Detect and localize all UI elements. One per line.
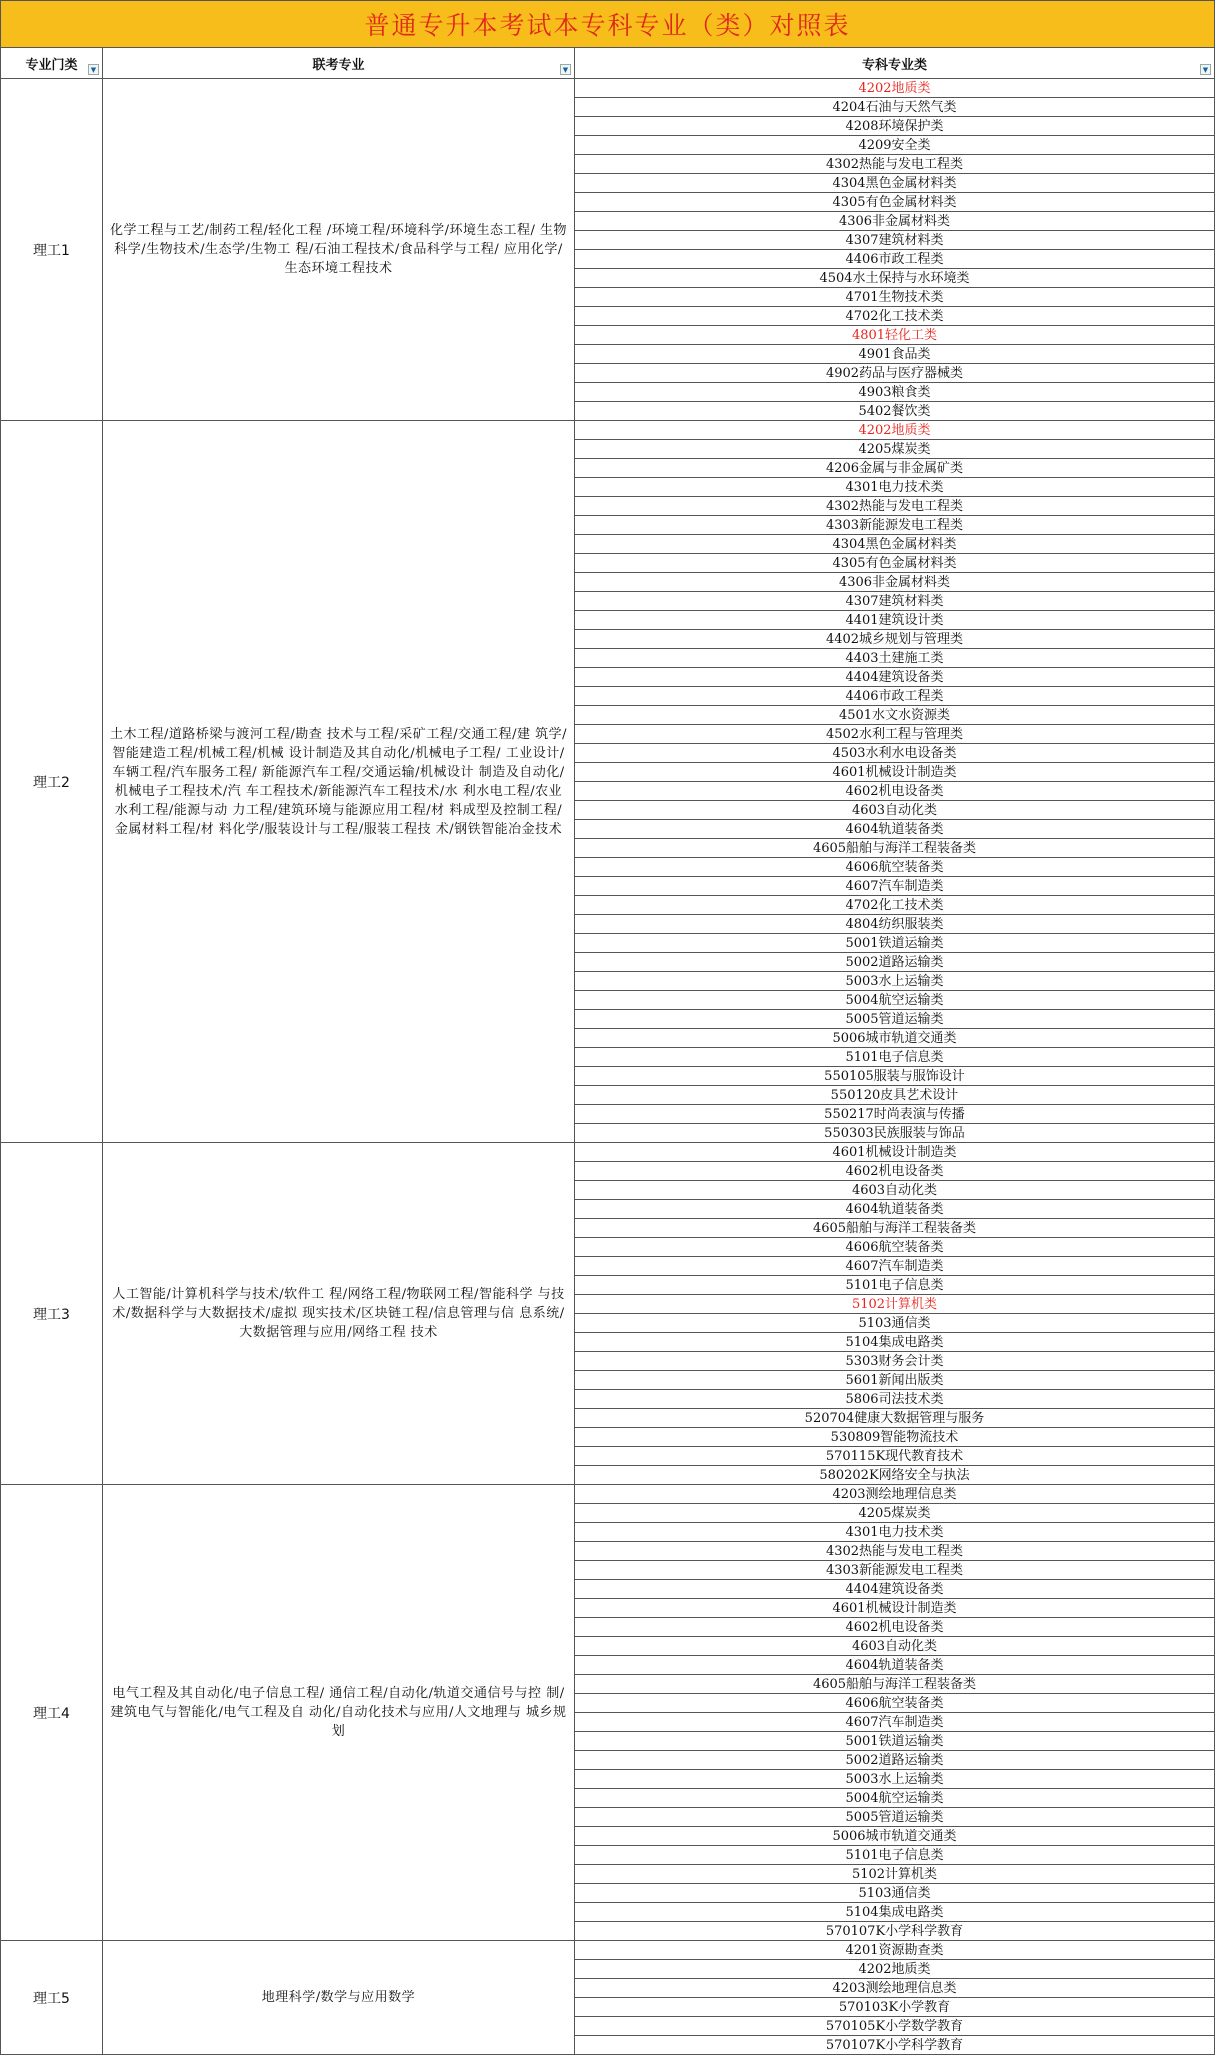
specialty-cell[interactable]: 570107K小学科学教育 (575, 1922, 1215, 1941)
specialty-cell[interactable]: 4204石油与天然气类 (575, 98, 1215, 117)
specialty-list (575, 79, 1215, 421)
specialty-cell[interactable]: 5003水上运输类 (575, 972, 1215, 991)
specialty-cell[interactable]: 4401建筑设计类 (575, 611, 1215, 630)
specialty-cell[interactable]: 4606航空装备类 (575, 1238, 1215, 1257)
majors-cell[interactable] (103, 1143, 575, 1485)
specialty-cell[interactable]: 4503水利水电设备类 (575, 744, 1215, 763)
specialty-list (575, 1485, 1215, 1941)
specialty-cell[interactable]: 5002道路运输类 (575, 953, 1215, 972)
specialty-cell[interactable]: 4602机电设备类 (575, 1162, 1215, 1181)
specialty-cell[interactable]: 4302热能与发电工程类 (575, 155, 1215, 174)
specialty-cell[interactable]: 4201资源勘查类 (575, 1941, 1215, 1960)
specialty-cell[interactable]: 5103通信类 (575, 1884, 1215, 1903)
column-header-category[interactable] (0, 48, 103, 79)
specialty-cell[interactable]: 4406市政工程类 (575, 250, 1215, 269)
majors-cell[interactable] (103, 421, 575, 1143)
category-label: 理工3 (33, 1306, 70, 1323)
specialty-cell[interactable]: 4602机电设备类 (575, 1618, 1215, 1637)
specialty-cell[interactable]: 5004航空运输类 (575, 991, 1215, 1010)
specialty-cell[interactable]: 4305有色金属材料类 (575, 554, 1215, 573)
category-label: 理工2 (33, 774, 70, 791)
specialty-cell[interactable]: 5006城市轨道交通类 (575, 1827, 1215, 1846)
specialty-cell[interactable]: 4504水土保持与水环境类 (575, 269, 1215, 288)
specialty-cell[interactable]: 4804纺织服装类 (575, 915, 1215, 934)
specialty-cell[interactable]: 4701生物技术类 (575, 288, 1215, 307)
specialty-cell[interactable]: 5005管道运输类 (575, 1010, 1215, 1029)
specialty-cell[interactable]: 4604轨道装备类 (575, 820, 1215, 839)
majors-text: 地理科学/数学与应用数学 (261, 1990, 416, 2005)
specialty-cell[interactable]: 5101电子信息类 (575, 1846, 1215, 1865)
specialty-cell[interactable]: 580202K网络安全与执法 (575, 1466, 1215, 1485)
specialty-list (575, 1941, 1215, 2055)
specialty-cell[interactable]: 5004航空运输类 (575, 1789, 1215, 1808)
specialty-cell[interactable]: 4406市政工程类 (575, 687, 1215, 706)
filter-dropdown-icon[interactable]: ▼ (88, 64, 99, 75)
filter-dropdown-icon[interactable]: ▼ (1200, 64, 1211, 75)
specialty-cell[interactable]: 4602机电设备类 (575, 782, 1215, 801)
specialty-cell[interactable]: 4202地质类 (575, 421, 1215, 440)
specialty-cell[interactable]: 4302热能与发电工程类 (575, 1542, 1215, 1561)
specialty-cell[interactable]: 550217时尚表演与传播 (575, 1105, 1215, 1124)
specialty-cell[interactable]: 4601机械设计制造类 (575, 1143, 1215, 1162)
column-header-specialties[interactable] (575, 48, 1215, 79)
specialty-cell[interactable]: 5005管道运输类 (575, 1808, 1215, 1827)
specialty-cell[interactable]: 4205煤炭类 (575, 440, 1215, 459)
specialty-cell[interactable]: 4502水利工程与管理类 (575, 725, 1215, 744)
specialty-cell[interactable]: 4605船舶与海洋工程装备类 (575, 1219, 1215, 1238)
specialty-cell[interactable]: 5003水上运输类 (575, 1770, 1215, 1789)
specialty-cell[interactable]: 4307建筑材料类 (575, 592, 1215, 611)
majors-text: 电气工程及其自动化/电子信息工程/ 通信工程/自动化/轨道交通信号与控 制/建筑电气与智能化/电气工程及自 动化/自动化技术与应用/人文地理与 城乡规划 (110, 1686, 567, 1739)
specialty-cell[interactable]: 570103K小学教育 (575, 1998, 1215, 2017)
specialty-list (575, 1143, 1215, 1485)
specialty-cell[interactable]: 4605船舶与海洋工程装备类 (575, 839, 1215, 858)
specialty-cell[interactable]: 5102计算机类 (575, 1295, 1215, 1314)
column-header-label: 专科专业类 (861, 57, 927, 73)
specialty-cell[interactable]: 4208环境保护类 (575, 117, 1215, 136)
majors-text: 人工智能/计算机科学与技术/软件工 程/网络工程/物联网工程/智能科学 与技术/数据科学与大数据技术/虚拟 现实技术/区块链工程/信息管理与信 息系统/大数据管理与应用/网络工程 技术 (112, 1287, 565, 1340)
specialty-cell[interactable]: 550120皮具艺术设计 (575, 1086, 1215, 1105)
specialty-cell[interactable]: 4304黑色金属材料类 (575, 535, 1215, 554)
majors-cell[interactable] (103, 79, 575, 421)
specialty-cell[interactable]: 4403土建施工类 (575, 649, 1215, 668)
specialty-cell[interactable]: 5402餐饮类 (575, 402, 1215, 421)
category-cell[interactable] (0, 1941, 103, 2055)
specialty-cell[interactable]: 5002道路运输类 (575, 1751, 1215, 1770)
category-cell[interactable] (0, 421, 103, 1143)
specialty-cell[interactable]: 4206金属与非金属矿类 (575, 459, 1215, 478)
specialty-cell[interactable]: 5102计算机类 (575, 1865, 1215, 1884)
specialty-cell[interactable]: 4801轻化工类 (575, 326, 1215, 345)
specialty-cell[interactable]: 4901食品类 (575, 345, 1215, 364)
specialty-cell[interactable]: 4303新能源发电工程类 (575, 1561, 1215, 1580)
specialty-cell[interactable]: 570105K小学数学教育 (575, 2017, 1215, 2036)
specialty-cell[interactable]: 5006城市轨道交通类 (575, 1029, 1215, 1048)
specialty-cell[interactable]: 4607汽车制造类 (575, 1257, 1215, 1276)
specialty-cell[interactable]: 5103通信类 (575, 1314, 1215, 1333)
specialty-cell[interactable]: 4404建筑设备类 (575, 1580, 1215, 1599)
specialty-cell[interactable]: 570107K小学科学教育 (575, 2036, 1215, 2055)
column-header-majors[interactable] (103, 48, 575, 79)
specialty-cell[interactable]: 4305有色金属材料类 (575, 193, 1215, 212)
specialty-cell[interactable]: 4302热能与发电工程类 (575, 497, 1215, 516)
specialty-cell[interactable]: 4601机械设计制造类 (575, 1599, 1215, 1618)
majors-cell[interactable] (103, 1485, 575, 1941)
specialty-cell[interactable]: 5104集成电路类 (575, 1333, 1215, 1352)
specialty-cell[interactable]: 4603自动化类 (575, 1181, 1215, 1200)
specialty-cell[interactable]: 4203测绘地理信息类 (575, 1979, 1215, 1998)
specialty-cell[interactable]: 4603自动化类 (575, 801, 1215, 820)
specialty-cell[interactable]: 5104集成电路类 (575, 1903, 1215, 1922)
specialty-cell[interactable]: 4306非金属材料类 (575, 573, 1215, 592)
category-label: 理工5 (33, 1990, 70, 2007)
specialty-cell[interactable]: 4606航空装备类 (575, 1694, 1215, 1713)
column-header-label: 专业门类 (25, 57, 78, 73)
specialty-cell[interactable]: 4402城乡规划与管理类 (575, 630, 1215, 649)
specialty-cell[interactable]: 4304黑色金属材料类 (575, 174, 1215, 193)
specialty-cell[interactable]: 5806司法技术类 (575, 1390, 1215, 1409)
specialty-cell[interactable]: 550105服装与服饰设计 (575, 1067, 1215, 1086)
specialty-cell[interactable]: 550303民族服装与饰品 (575, 1124, 1215, 1143)
majors-cell[interactable] (103, 1941, 575, 2055)
specialty-cell[interactable]: 4501水文水资源类 (575, 706, 1215, 725)
specialty-cell[interactable]: 4606航空装备类 (575, 858, 1215, 877)
specialty-cell[interactable]: 4202地质类 (575, 1960, 1215, 1979)
specialty-cell[interactable]: 4607汽车制造类 (575, 877, 1215, 896)
specialty-cell[interactable]: 4203测绘地理信息类 (575, 1485, 1215, 1504)
specialty-cell[interactable]: 4607汽车制造类 (575, 1713, 1215, 1732)
column-header-label: 联考专业 (312, 57, 365, 73)
specialty-cell[interactable]: 4605船舶与海洋工程装备类 (575, 1675, 1215, 1694)
specialty-cell[interactable]: 4209安全类 (575, 136, 1215, 155)
table-title: 普通专升本考试本专科专业（类）对照表 (0, 0, 1215, 48)
category-cell[interactable] (0, 79, 103, 421)
specialty-cell[interactable]: 4604轨道装备类 (575, 1656, 1215, 1675)
specialty-cell[interactable]: 5101电子信息类 (575, 1276, 1215, 1295)
specialty-cell[interactable]: 4205煤炭类 (575, 1504, 1215, 1523)
specialty-cell[interactable]: 4603自动化类 (575, 1637, 1215, 1656)
specialty-cell[interactable]: 4702化工技术类 (575, 896, 1215, 915)
specialty-cell[interactable]: 570115K现代教育技术 (575, 1447, 1215, 1466)
specialty-cell[interactable]: 4902药品与医疗器械类 (575, 364, 1215, 383)
specialty-cell[interactable]: 530809智能物流技术 (575, 1428, 1215, 1447)
majors-text: 土木工程/道路桥梁与渡河工程/勘查 技术与工程/采矿工程/交通工程/建 筑学/智能建造工程/机械工程/机械 设计制造及其自动化/机械电子工程/ 工业设计/车辆工程/汽车服务工程/ 新能源汽车工程/交通运输/机械设计 制造及自动化/机械电子工程技术/汽 车工程技术/新能源汽车工程技术/水 利水电工程/农业水利工程/能源与动 力工程/建筑环境与能源应用工程/材 料成型及控制工程/金属材料工程/材 料化学/服装设计与工程/服装工程技 术/钢铁智能冶金技术 (109, 726, 568, 837)
category-label: 理工4 (33, 1705, 70, 1722)
specialty-cell[interactable]: 4306非金属材料类 (575, 212, 1215, 231)
category-cell[interactable] (0, 1485, 103, 1941)
specialty-cell[interactable]: 4307建筑材料类 (575, 231, 1215, 250)
specialty-cell[interactable]: 520704健康大数据管理与服务 (575, 1409, 1215, 1428)
specialty-cell[interactable]: 4301电力技术类 (575, 1523, 1215, 1542)
majors-text: 化学工程与工艺/制药工程/轻化工程 /环境工程/环境科学/环境生态工程/ 生物科学/生物技术/生态学/生物工 程/石油工程技术/食品科学与工程/ 应用化学/生态环境工程技术 (109, 223, 568, 276)
specialty-cell[interactable]: 4702化工技术类 (575, 307, 1215, 326)
specialty-cell[interactable]: 5001铁道运输类 (575, 1732, 1215, 1751)
category-cell[interactable] (0, 1143, 103, 1485)
specialty-cell[interactable]: 4601机械设计制造类 (575, 763, 1215, 782)
specialty-list (575, 421, 1215, 1143)
specialty-cell[interactable]: 4404建筑设备类 (575, 668, 1215, 687)
specialty-cell[interactable]: 4303新能源发电工程类 (575, 516, 1215, 535)
specialty-cell[interactable]: 4202地质类 (575, 79, 1215, 98)
specialty-cell[interactable]: 5001铁道运输类 (575, 934, 1215, 953)
filter-dropdown-icon[interactable]: ▼ (560, 64, 571, 75)
category-label: 理工1 (33, 242, 70, 259)
specialty-cell[interactable]: 5303财务会计类 (575, 1352, 1215, 1371)
specialty-cell[interactable]: 4604轨道装备类 (575, 1200, 1215, 1219)
specialty-cell[interactable]: 5601新闻出版类 (575, 1371, 1215, 1390)
specialty-cell[interactable]: 4301电力技术类 (575, 478, 1215, 497)
specialty-cell[interactable]: 4903粮食类 (575, 383, 1215, 402)
specialty-cell[interactable]: 5101电子信息类 (575, 1048, 1215, 1067)
